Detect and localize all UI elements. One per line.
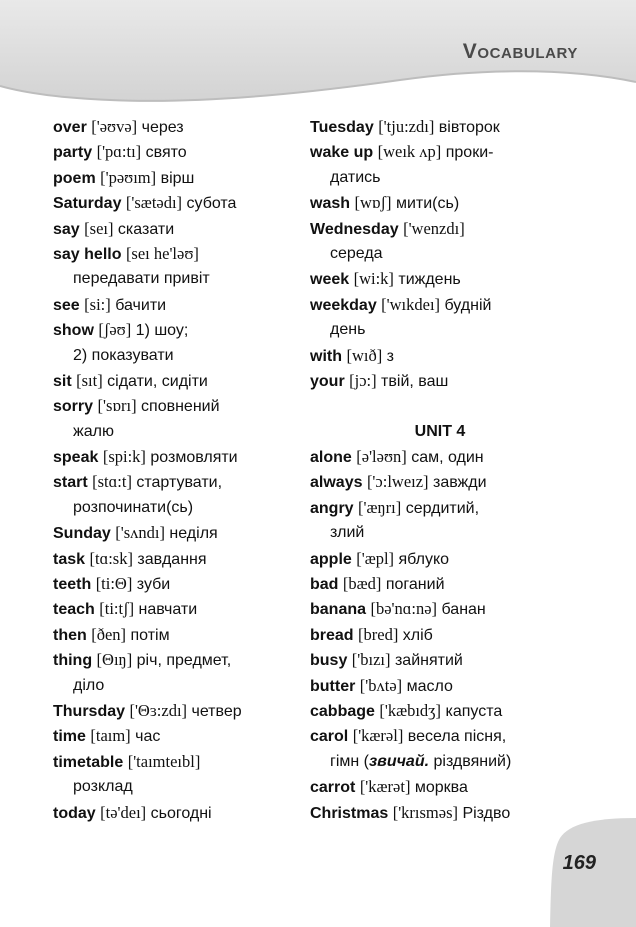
headword: angry bbox=[310, 499, 354, 517]
transcription: ['ɔ:lweız] bbox=[366, 472, 429, 492]
translation: передавати привіт bbox=[73, 270, 210, 288]
translation: банан bbox=[437, 601, 486, 619]
translation: 2) показувати bbox=[73, 346, 174, 364]
headword: today bbox=[53, 804, 96, 822]
headword: timetable bbox=[53, 753, 124, 771]
vocab-line bbox=[53, 571, 298, 596]
headword: over bbox=[53, 119, 87, 136]
transcription: [seı] bbox=[84, 218, 114, 238]
transcription: ['pəʊım] bbox=[100, 167, 157, 187]
vocab-line bbox=[310, 495, 570, 520]
transcription: ['tju:zdı] bbox=[378, 117, 435, 136]
translation: хліб bbox=[398, 626, 433, 644]
translation: час bbox=[130, 728, 161, 746]
transcription: [bred] bbox=[358, 624, 399, 644]
headword: Tuesday bbox=[310, 119, 374, 136]
transcription: [ti:tʃ] bbox=[99, 599, 135, 619]
translation: злий bbox=[330, 524, 365, 542]
translation: поганий bbox=[381, 576, 445, 594]
translation: зайнятий bbox=[390, 652, 463, 670]
headword: cabbage bbox=[310, 702, 375, 720]
vocab-line bbox=[53, 368, 298, 393]
transcription: ['æpl] bbox=[356, 548, 395, 568]
vocab-line bbox=[53, 774, 298, 799]
translation: сповнений bbox=[136, 398, 220, 416]
translation: діло bbox=[73, 676, 105, 694]
vocab-line bbox=[310, 317, 570, 342]
transcription: ['sʌndı] bbox=[115, 523, 165, 543]
transcription: ['kærəl] bbox=[352, 726, 404, 746]
translation: завдання bbox=[132, 550, 207, 568]
transcription: [si:] bbox=[84, 294, 111, 314]
transcription: ['sætədı] bbox=[125, 193, 183, 213]
transcription: [spi:k] bbox=[102, 447, 146, 467]
vocab-line bbox=[310, 393, 570, 418]
headword: wake up bbox=[310, 144, 374, 162]
transcription: [tɑ:sk] bbox=[89, 548, 133, 568]
translation: сказати bbox=[113, 220, 175, 238]
transcription: ['kæbıdʒ] bbox=[379, 700, 442, 720]
headword: Thursday bbox=[53, 702, 126, 720]
transcription: [bæd] bbox=[342, 574, 382, 594]
translation: яблуко bbox=[394, 550, 450, 568]
headword: sit bbox=[53, 372, 72, 390]
transcription: [tə'deı] bbox=[100, 802, 147, 822]
headword: busy bbox=[310, 652, 348, 670]
transcription: ['bʌtə] bbox=[359, 675, 403, 695]
vocab-line bbox=[53, 190, 298, 215]
vocab-line bbox=[53, 800, 298, 825]
headword: banana bbox=[310, 601, 367, 619]
vocab-line bbox=[53, 520, 298, 545]
translation: твій, ваш bbox=[376, 372, 449, 390]
vocab-line bbox=[53, 495, 298, 520]
vocab-line bbox=[310, 698, 570, 723]
transcription: [jɔ:] bbox=[349, 370, 377, 390]
transcription: [Θıŋ] bbox=[96, 650, 133, 670]
vocab-line bbox=[53, 596, 298, 621]
vocab-line bbox=[53, 622, 298, 647]
headword: bread bbox=[310, 626, 354, 644]
vocab-line bbox=[310, 444, 570, 469]
transcription: [stɑ:t] bbox=[92, 472, 132, 492]
translation: бачити bbox=[110, 296, 167, 314]
transcription: [weık ʌp] bbox=[377, 142, 442, 162]
headword: your bbox=[310, 372, 345, 390]
unit-heading: UNIT 4 bbox=[414, 422, 466, 440]
headword: party bbox=[53, 144, 93, 162]
headword: poem bbox=[53, 169, 96, 187]
vocab-line bbox=[53, 165, 298, 190]
vocab-line bbox=[53, 444, 298, 469]
translation: розпочинати(сь) bbox=[73, 498, 194, 516]
headword: sorry bbox=[53, 398, 94, 416]
headword: Saturday bbox=[53, 195, 122, 213]
transcription: ['kærət] bbox=[359, 777, 411, 797]
vocab-line bbox=[53, 241, 298, 266]
translation: вівторок bbox=[434, 119, 500, 136]
vocab-line bbox=[310, 343, 570, 368]
translation: 1) шоу; bbox=[131, 322, 189, 340]
vocab-line bbox=[53, 393, 298, 418]
translation: різдвяний) bbox=[429, 752, 512, 770]
vocab-line bbox=[53, 317, 298, 342]
vocab-line bbox=[53, 546, 298, 571]
section-title: Vocabulary bbox=[462, 40, 578, 63]
vocab-line bbox=[310, 774, 570, 799]
headword: weekday bbox=[310, 296, 377, 314]
vocab-line bbox=[310, 292, 570, 317]
transcription: ['sɒrı] bbox=[97, 396, 137, 416]
transcription: ['taımteıbl] bbox=[127, 751, 201, 771]
headword: task bbox=[53, 550, 86, 568]
translation: неділя bbox=[164, 525, 218, 543]
translation: вірш bbox=[156, 169, 195, 187]
transcription: [seı he'ləʊ] bbox=[125, 243, 199, 263]
vocab-line bbox=[310, 520, 570, 545]
translation: жалю bbox=[73, 422, 114, 440]
headword: teeth bbox=[53, 576, 92, 594]
headword: show bbox=[53, 322, 94, 340]
translation: потім bbox=[126, 626, 170, 644]
vocab-line bbox=[310, 469, 570, 494]
vocab-line bbox=[310, 596, 570, 621]
headword: speak bbox=[53, 449, 99, 467]
vocab-line bbox=[310, 266, 570, 291]
headword: week bbox=[310, 271, 350, 289]
translation: Різдво bbox=[458, 804, 511, 822]
headword: butter bbox=[310, 677, 356, 695]
vocab-line bbox=[53, 266, 298, 291]
vocab-line bbox=[310, 571, 570, 596]
vocab-line bbox=[53, 469, 298, 494]
vocab-line bbox=[53, 723, 298, 748]
transcription: [ðen] bbox=[91, 624, 127, 644]
vocabulary-column-right bbox=[310, 114, 570, 825]
vocab-line bbox=[310, 546, 570, 571]
translation: середа bbox=[330, 244, 383, 262]
transcription: ['pɑ:tı] bbox=[96, 142, 142, 162]
translation: сам, один bbox=[406, 449, 484, 467]
transcription: [ti:Θ] bbox=[95, 574, 133, 594]
transcription: ['wenzdı] bbox=[403, 218, 465, 238]
transcription: [bə'nɑ:nə] bbox=[370, 599, 438, 619]
translation: гімн ( bbox=[330, 752, 369, 770]
headword: apple bbox=[310, 550, 352, 568]
vocab-line bbox=[310, 241, 570, 266]
vocab-line bbox=[53, 698, 298, 723]
vocab-line bbox=[310, 139, 570, 164]
transcription: ['wıkdeı] bbox=[381, 294, 441, 314]
vocab-line bbox=[53, 647, 298, 672]
translation: будній bbox=[440, 296, 492, 314]
headword: alone bbox=[310, 449, 352, 467]
translation: масло bbox=[402, 677, 453, 695]
headword: say hello bbox=[53, 245, 122, 263]
translation: навчати bbox=[134, 601, 198, 619]
vocab-line bbox=[53, 114, 298, 139]
vocab-line bbox=[310, 647, 570, 672]
vocab-line bbox=[310, 114, 570, 139]
vocab-line bbox=[53, 673, 298, 698]
usage-note: звичай. bbox=[369, 752, 430, 770]
vocabulary-column-left bbox=[53, 114, 298, 825]
headword: thing bbox=[53, 652, 93, 670]
headword: see bbox=[53, 296, 80, 314]
page-number: 169 bbox=[562, 852, 596, 874]
transcription: ['Θɜ:zdı] bbox=[129, 700, 188, 720]
headword: say bbox=[53, 220, 80, 238]
transcription: [wɒʃ] bbox=[354, 193, 392, 213]
translation: день bbox=[330, 321, 366, 339]
vocab-line bbox=[310, 216, 570, 241]
vocab-line bbox=[310, 368, 570, 393]
translation: сердитий, bbox=[401, 499, 480, 517]
translation: морква bbox=[410, 779, 468, 797]
translation: четвер bbox=[187, 702, 242, 720]
transcription: [wıð] bbox=[346, 345, 383, 365]
headword: then bbox=[53, 626, 87, 644]
headword: time bbox=[53, 728, 86, 746]
vocab-line bbox=[53, 139, 298, 164]
translation: датись bbox=[330, 168, 381, 186]
headword: Sunday bbox=[53, 525, 111, 543]
vocab-line bbox=[53, 343, 298, 368]
headword: teach bbox=[53, 601, 95, 619]
translation: весела пісня, bbox=[403, 728, 507, 746]
vocab-line bbox=[53, 749, 298, 774]
translation: завжди bbox=[428, 474, 487, 492]
vocab-line bbox=[310, 723, 570, 748]
translation: розклад bbox=[73, 778, 133, 796]
translation: сідати, сидіти bbox=[102, 372, 208, 390]
vocab-line bbox=[310, 165, 570, 190]
vocab-line bbox=[310, 190, 570, 215]
translation: сьогодні bbox=[146, 804, 212, 822]
translation: мити(сь) bbox=[391, 195, 460, 213]
headword: always bbox=[310, 474, 363, 492]
transcription: [taım] bbox=[90, 726, 131, 746]
transcription: ['əʊvə] bbox=[91, 117, 138, 136]
translation: капуста bbox=[441, 702, 503, 720]
headword: bad bbox=[310, 576, 339, 594]
headword: Wednesday bbox=[310, 220, 399, 238]
transcription: [ə'ləʊn] bbox=[356, 447, 407, 467]
headword: wash bbox=[310, 195, 351, 213]
translation: тиждень bbox=[393, 271, 461, 289]
vocab-line bbox=[53, 292, 298, 317]
transcription: [wi:k] bbox=[353, 269, 394, 289]
translation: стартувати, bbox=[131, 474, 223, 492]
translation: свято bbox=[141, 144, 187, 162]
headword: Christmas bbox=[310, 804, 389, 822]
headword: with bbox=[310, 347, 342, 365]
transcription: ['bızı] bbox=[351, 650, 391, 670]
vocab-line bbox=[53, 419, 298, 444]
headword: carol bbox=[310, 728, 349, 746]
transcription: ['æŋrı] bbox=[358, 497, 402, 517]
translation: річ, предмет, bbox=[132, 652, 232, 670]
vocab-line bbox=[310, 419, 570, 444]
translation: субота bbox=[182, 195, 237, 213]
vocab-line bbox=[310, 749, 570, 774]
translation: через bbox=[137, 119, 184, 136]
headword: carrot bbox=[310, 779, 356, 797]
translation: проки- bbox=[441, 144, 494, 162]
transcription: ['krısməs] bbox=[392, 802, 458, 822]
vocab-line bbox=[310, 622, 570, 647]
transcription: [sıt] bbox=[76, 370, 103, 390]
translation: з bbox=[382, 347, 394, 365]
transcription: [ʃəʊ] bbox=[98, 320, 132, 340]
translation: розмовляти bbox=[145, 449, 238, 467]
vocab-line bbox=[53, 216, 298, 241]
headword: start bbox=[53, 474, 88, 492]
vocab-line bbox=[310, 673, 570, 698]
translation: зуби bbox=[132, 576, 171, 594]
